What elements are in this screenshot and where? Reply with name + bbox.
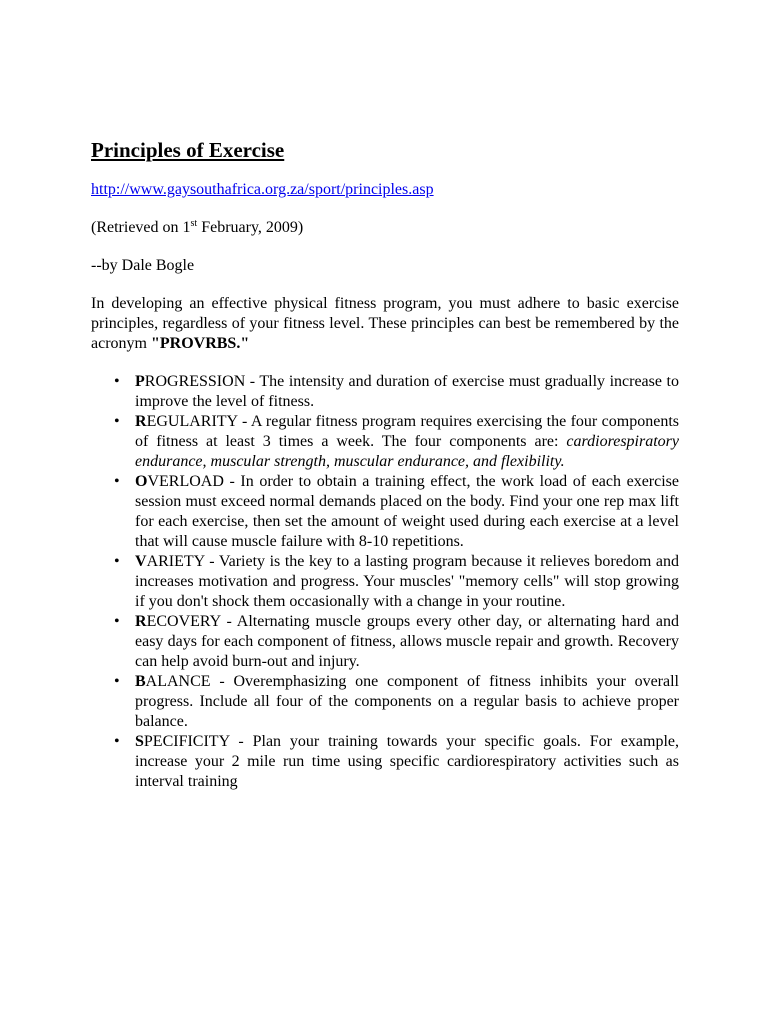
principle-description: - Alternating muscle groups every other day, or alternating hard and easy days for each component of fitness, allows muscle repair and growth. Recovery can help avoid burn-out and injury. bbox=[135, 613, 679, 670]
intro-text: In developing an effective physical fitness program, you must adhere to basic exercise principles, regardless of your fitness level. These principles can best be remembered by the acronym bbox=[91, 295, 679, 352]
principles-list bbox=[91, 372, 679, 792]
bullet-icon: • bbox=[114, 373, 120, 390]
bullet-icon: • bbox=[114, 413, 120, 430]
principle-initial: B bbox=[135, 673, 146, 690]
bullet-icon: • bbox=[114, 733, 120, 750]
principle-item bbox=[91, 732, 679, 792]
principle-components: cardiorespiratory endurance, muscular strength, muscular endurance, and flexibility. bbox=[135, 433, 679, 470]
principle-initial: O bbox=[135, 473, 148, 490]
principle-item bbox=[91, 552, 679, 612]
principle-description: - A regular fitness program requires exercising the four components of fitness at least 3 times a week. The four components are: bbox=[135, 413, 679, 450]
author-line: --by Dale Bogle bbox=[91, 257, 195, 274]
principle-name-rest: ARIETY bbox=[146, 553, 205, 570]
principle-item bbox=[91, 372, 679, 412]
principle-description: - Variety is the key to a lasting program because it relieves boredom and increases motivation and progress. Your muscles' "memory cells" will stop growing if you don't shock them occasionally with a change in your routine. bbox=[135, 553, 679, 610]
retrieved-date bbox=[91, 218, 303, 238]
bullet-icon: • bbox=[114, 673, 120, 690]
page-title: Principles of Exercise bbox=[91, 138, 285, 162]
principle-description: - The intensity and duration of exercise must gradually increase to improve the level of fitness. bbox=[135, 373, 679, 410]
principle-initial: R bbox=[135, 613, 147, 630]
principle-initial: V bbox=[135, 553, 147, 570]
principle-name-rest: PECIFICITY bbox=[143, 733, 230, 750]
principle-name-rest: ECOVERY bbox=[146, 613, 221, 630]
principle-item bbox=[91, 472, 679, 552]
retrieved-ordinal: st bbox=[190, 218, 198, 229]
principle-initial: R bbox=[135, 413, 147, 430]
principle-description: - Overemphasizing one component of fitness inhibits your overall progress. Include all four of the components on a regular basis to achieve proper balance. bbox=[135, 673, 679, 730]
retrieved-suffix: February, 2009) bbox=[197, 219, 304, 236]
principle-name-rest: EGULARITY bbox=[146, 413, 238, 430]
principle-name-rest: VERLOAD bbox=[147, 473, 224, 490]
principle-item bbox=[91, 412, 679, 472]
source-link[interactable]: http://www.gaysouthafrica.org.za/sport/principles.asp bbox=[91, 181, 434, 198]
bullet-icon: • bbox=[114, 553, 120, 570]
retrieved-prefix: (Retrieved on 1 bbox=[91, 219, 191, 236]
principle-initial: P bbox=[135, 373, 145, 390]
principle-initial: S bbox=[135, 733, 144, 750]
principle-name-rest: ROGRESSION bbox=[144, 373, 246, 390]
principle-item bbox=[91, 612, 679, 672]
principle-item bbox=[91, 672, 679, 732]
principle-description: - In order to obtain a training effect, the work load of each exercise session must exceed normal demands placed on the body. Find your one rep max lift for each exercise, then set the amount of weight used during each exercise at a level that will cause muscle failure with 8-10 repetitions. bbox=[135, 473, 679, 550]
intro-acronym: "PROVRBS." bbox=[150, 335, 250, 352]
principle-description: - Plan your training towards your specific goals. For example, increase your 2 mile run time using specific cardiorespiratory activities such as interval training bbox=[135, 733, 679, 790]
bullet-icon: • bbox=[114, 473, 120, 490]
principle-name-rest: ALANCE bbox=[145, 673, 211, 690]
bullet-icon: • bbox=[114, 613, 120, 630]
intro-paragraph bbox=[91, 294, 679, 354]
